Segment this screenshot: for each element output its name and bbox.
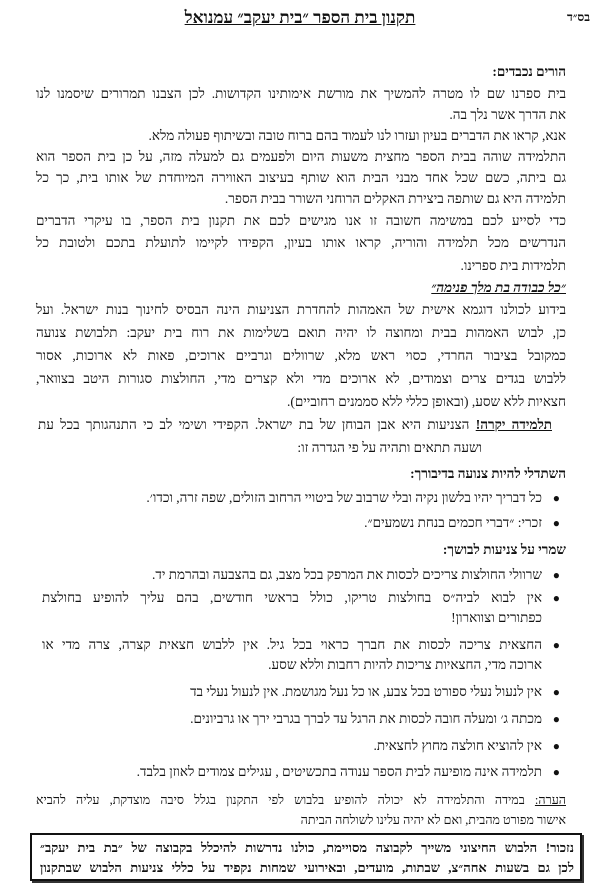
- bullet-text: כל דבריך יהיו בלשון נקיה ובלי שרבוב של ביטויי הרחוב הזולים, שפה זרה, וכדו׳.: [146, 490, 542, 505]
- dress-bullet: [190, 711, 560, 727]
- dress-bullet: [190, 684, 560, 700]
- bullet-icon: ●: [552, 516, 560, 530]
- bullet-text: זכרי: ״דברי חכמים בנחת נשמעים״.: [364, 515, 542, 530]
- intro-line: התלמידה שוהה בבית הספר מחצית משעות היום ולפעמים גם למעלה מזה, על כן בית הספר הוא: [36, 149, 566, 164]
- speech-bullet: [146, 490, 560, 506]
- bullet-icon: ●: [552, 491, 560, 505]
- bullet-text: שרוולי החולצות צריכים לכסות את המרפק בכל מצב, גם בהצבעה ובהרמת יד.: [152, 567, 542, 582]
- intro-line: הנדרשים מכל תלמידה והוריה, קראו אותו בעיון, הקפידו לקיימו לתועלת בתכם ולטובת כל: [36, 235, 566, 250]
- bullet-continuation: ארוכה מדי, החצאיות צריכות להיות רחבות וללא שסע.: [268, 657, 542, 672]
- bullet-icon: ●: [552, 591, 560, 605]
- bullet-text: אין לבוא לביה״ס בחולצות טריקו, כולל בראשי חודשים, בהם עליך להופיע בחולצת: [42, 590, 542, 605]
- bullet-icon: ●: [552, 739, 560, 753]
- bullet-text: מכתה ג׳ ומעלה חובה לכסות את הרגל עד לברך בגרבי ירך או גרביונים.: [190, 711, 542, 726]
- modesty-line: חצאיות ללא שסע, (ובאופן כללי ללא סממנים רחוביים).: [286, 394, 566, 409]
- reminder-line-1: נזכור! הלבוש החיצוני משייך לקבוצה מסויימת, כולנו נדרשות להיכלל בקבוצה של ״בת בית יעקב״: [40, 840, 574, 855]
- dress-bullet: [42, 637, 560, 653]
- intro-line: תלמידות בית ספרינו.: [460, 258, 566, 273]
- student-text: הצניעות היא אבן הבוחן של בת ישראל. הקפידי ושימי לב כי התנהגותך בכל עת: [38, 417, 476, 432]
- bsd-header: בס״ד: [567, 10, 590, 24]
- student-text-2: ושעה תתאים ותהיה על פי הגדרה זו:: [297, 440, 482, 455]
- reminder-line-2: לכן גם בשעות אחה״צ, שבתות, מועדים, ובאירועי שמחות נקפיד על כללי צניעות הלבוש שבתקנון: [40, 860, 574, 875]
- bullet-icon: ●: [552, 765, 560, 779]
- bullet-icon: ●: [552, 568, 560, 582]
- bullet-text: אין להוציא חולצה מחוץ לחצאית.: [373, 738, 542, 753]
- intro-heading: הורים נכבדים:: [492, 64, 566, 79]
- dress-bullet: [42, 590, 560, 606]
- dress-bullet: [136, 764, 560, 780]
- student-label: תלמידה יקרה!: [475, 417, 552, 432]
- intro-line: את הדרך אשר נלך בה.: [449, 107, 566, 122]
- modesty-heading: ״כל כבודה בת מלך פנימה״: [431, 280, 566, 295]
- modesty-line: ללבוש בגדים צרים וצמודים, לא ארוכים מדי ולא קצרים מדי, החולצות סגורות היטב בצוואר,: [36, 371, 566, 386]
- bullet-icon: ●: [552, 638, 560, 652]
- note-label: הערה:: [534, 793, 566, 807]
- intro-line: גם ביתה, כשם שכל אחד מבני הבית הוא שותף בעיצוב האווירה המיוחדת של אותו בית, כך כל: [36, 170, 566, 185]
- dress-bullet: [373, 738, 560, 754]
- note: [36, 792, 566, 808]
- speech-heading: השתדלי להיות צנועה בדיבורך:: [410, 466, 566, 481]
- note-text: במידה והתלמידה לא יכולה להופיע בלבוש לפי התקנון בגלל סיבה מוצדקת, עליה להביא: [36, 793, 535, 807]
- reminder-box: [30, 833, 582, 881]
- intro-line: אנא, קראו את הדברים בעיון ועזרו לנו לעמוד בהם ברוח טובה ובשיתוף פעולה מלא.: [148, 128, 566, 143]
- speech-bullet: [364, 515, 560, 531]
- note-text-2: אישור מפורט מהבית, ואם לא יהיה עלינו לשולחה הביתה: [300, 813, 566, 827]
- bullet-icon: ●: [552, 712, 560, 726]
- bullet-text: תלמידה אינה מופיעה לבית הספר ענודה בתכשיטים , עגילים צמודים לאוזן בלבד.: [136, 764, 542, 779]
- modesty-line: כן, לבוש האמהות בבית ומחוצה לו יהיה תואם בשלימות את רוח בית יעקב: תלבושת צנועה: [36, 325, 566, 340]
- modesty-line: בידוע לכולנו דוגמא אישית של האמהות להחדרת הצניעות הינה הבסיס לחינוך בנות ישראל. ועל: [36, 302, 566, 317]
- student-address: [38, 417, 552, 433]
- intro-line: בית ספרנו שם לו מטרה להמשיך את מורשת אימותינו הקדושות. לכן הצבנו תמרורים שיסמנו לנו: [36, 86, 566, 101]
- dress-heading: שמרי על צניעות לבושך:: [442, 542, 566, 557]
- intro-line: כדי לסייע לכם במשימה חשובה זו אנו מגישים לכם את תקנון בית הספר, בו עיקרי הדברים: [36, 213, 566, 228]
- bullet-icon: ●: [552, 685, 560, 699]
- page-title: תקנון בית הספר ״בית יעקב״ עמנואל: [184, 8, 416, 27]
- bullet-continuation: כפתורים וצווארון!: [451, 610, 542, 625]
- dress-bullet: [152, 567, 560, 583]
- bullet-text: החצאית צריכה לכסות את חברך כראוי בכל גיל. אין ללבוש חצאית קצרה, צרה מדי או: [42, 637, 542, 652]
- modesty-line: כמקובל בציבור החרדי, כסוי ראש מלא, שרוולים וגרביים ארוכים, פאות לא ארוכות, אסור: [36, 348, 566, 363]
- bullet-text: אין לנעול נעלי ספורט בכל צבע, או כל נעל מגושמת. אין לנעול נעלי בד: [190, 684, 542, 699]
- intro-line: תלמידה היא גם שותפה ביצירת האקלים הרוחני השורר בבית הספר.: [224, 191, 566, 206]
